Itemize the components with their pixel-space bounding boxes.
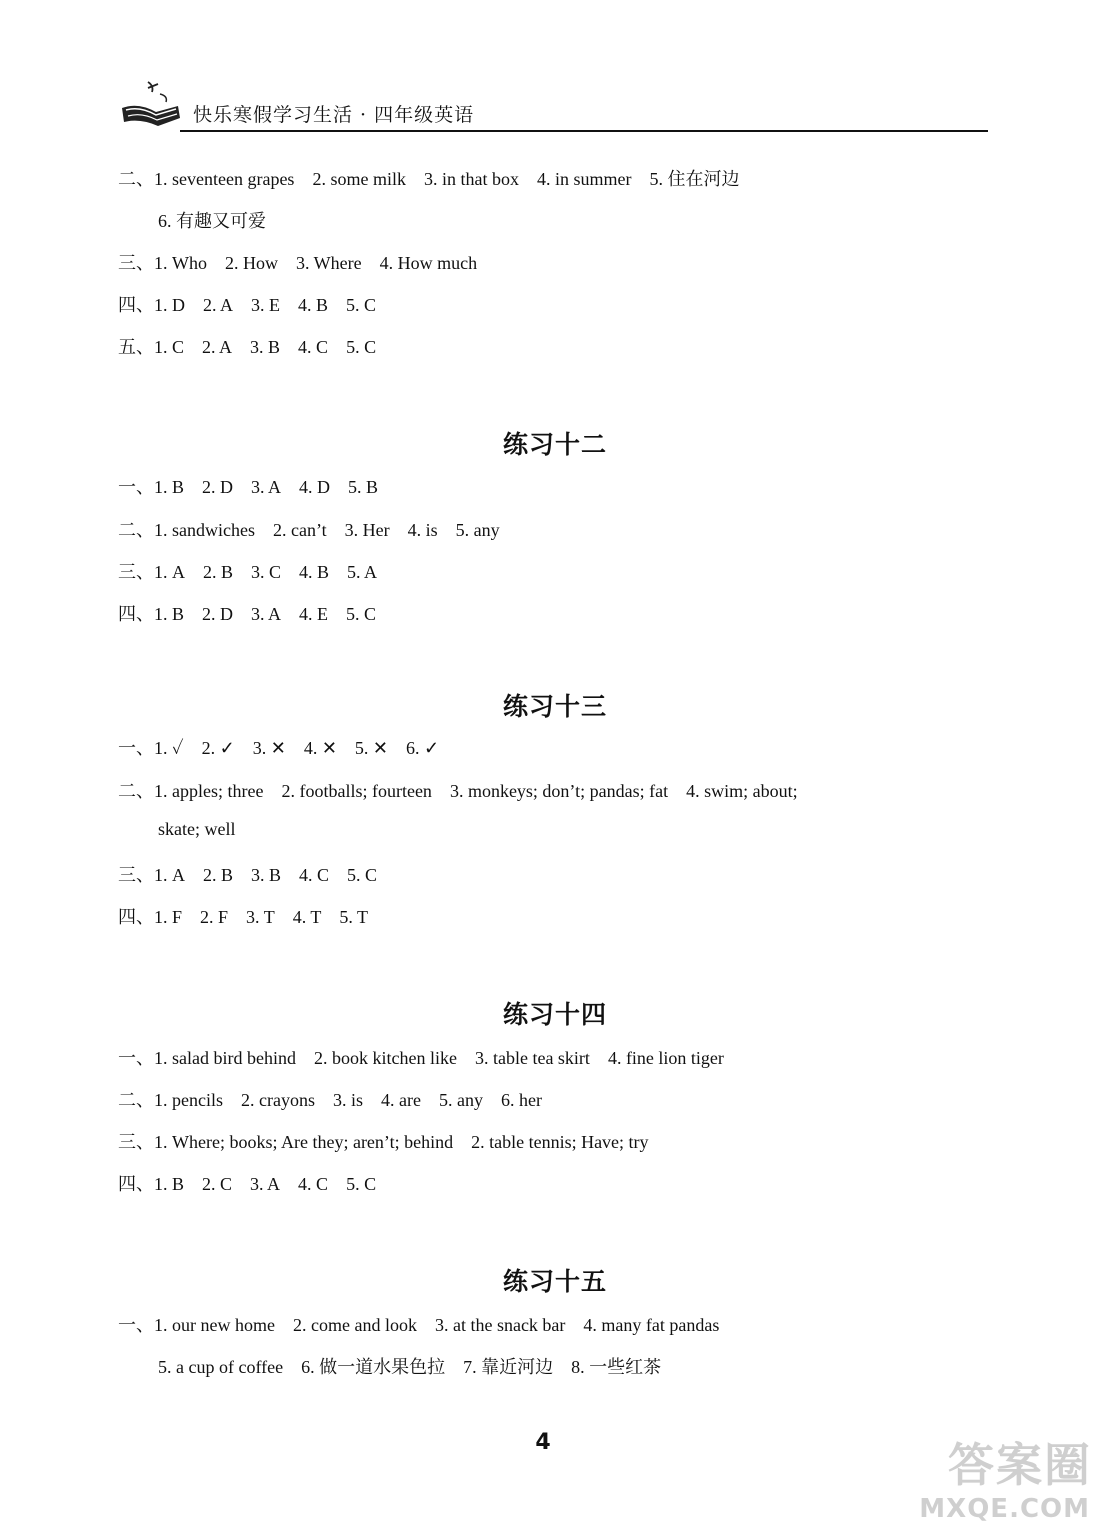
answer-item: 3. A xyxy=(251,604,282,624)
answer-item: 4. C xyxy=(298,1174,329,1194)
answer-item: 5. any xyxy=(438,1090,483,1110)
answer-item: 4. fine lion tiger xyxy=(607,1048,724,1068)
answer-item: 4. E xyxy=(299,604,329,624)
question-label: 二、 xyxy=(118,169,154,189)
answer-item: 1. B xyxy=(154,477,185,497)
answer-item: 6. her xyxy=(500,1090,542,1110)
answer-item: 3. C xyxy=(251,562,282,582)
answer-item: 1. our new home xyxy=(154,1315,275,1335)
answer-item: 5. T xyxy=(339,907,369,927)
answer-item: 5. ✕ xyxy=(354,738,388,758)
answer-item: 4. many fat pandas xyxy=(583,1315,720,1335)
answer-item: 5. C xyxy=(346,604,377,624)
answer-item: 4. is xyxy=(407,520,438,540)
answer-item: 6. ✓ xyxy=(406,738,440,758)
question-label: 二、 xyxy=(118,1090,154,1110)
answer-item: 3. E xyxy=(251,295,281,315)
answer-item: 1. A xyxy=(154,865,185,885)
answer-item: 1. seventeen grapes xyxy=(154,169,295,189)
answer-item: 2. B xyxy=(203,865,234,885)
question-label: 三、 xyxy=(118,253,154,273)
question-label: 三、 xyxy=(118,1132,154,1152)
answer-item: 3. at the snack bar xyxy=(434,1315,566,1335)
answer-item: 5. 住在河边 xyxy=(649,169,740,189)
question-label: 三、 xyxy=(118,865,154,885)
answer-item: 4. How much xyxy=(379,253,478,273)
answer-item: 1. B xyxy=(154,604,185,624)
answer-line xyxy=(118,1170,394,1196)
answer-item: 2. ✓ xyxy=(201,738,235,758)
section-title: 练习十四 xyxy=(502,1000,607,1029)
answer-line xyxy=(118,903,386,929)
answer-line xyxy=(118,1086,560,1112)
answer-line xyxy=(118,516,518,542)
answer-line xyxy=(118,249,495,275)
answer-item: 2. D xyxy=(202,477,234,497)
question-label: 四、 xyxy=(118,295,154,315)
answer-item: 4. B xyxy=(298,295,329,315)
answer-item: 1. pencils xyxy=(154,1090,223,1110)
watermark-url: MXQE.COM xyxy=(919,1494,1090,1524)
answer-item: 3. B xyxy=(251,865,282,885)
answer-line xyxy=(158,819,253,840)
question-label: 二、 xyxy=(118,781,154,801)
header-title: 快乐寒假学习生活 · 四年级英语 xyxy=(193,104,475,126)
answer-item: 2. some milk xyxy=(312,169,406,189)
answer-item: 4. are xyxy=(381,1090,421,1110)
answer-line xyxy=(118,861,395,887)
answer-line xyxy=(158,1353,679,1379)
page-header xyxy=(118,78,988,138)
answer-item: 5. C xyxy=(346,1174,377,1194)
answer-item: 1. C xyxy=(154,337,185,357)
answer-item: 4. in summer xyxy=(536,169,632,189)
answer-item: 1. Where; books; Are they; aren’t; behind xyxy=(154,1132,454,1152)
answer-item: 3. Where xyxy=(296,253,362,273)
answer-item: 2. can’t xyxy=(272,520,327,540)
answer-item: 1. salad bird behind xyxy=(154,1048,296,1068)
watermark-text: 答案圈 xyxy=(948,1438,1092,1492)
answer-line xyxy=(118,600,394,626)
answer-item: 2. B xyxy=(203,562,234,582)
answer-item: 1. ✓ xyxy=(154,738,184,758)
answer-item: 2. How xyxy=(225,253,278,273)
answer-item: 5. A xyxy=(347,562,378,582)
answer-item: 3. table tea skirt xyxy=(474,1048,590,1068)
answer-line xyxy=(118,1311,737,1337)
answer-item: 3. monkeys; don’t; pandas; fat xyxy=(449,781,669,801)
answer-item: 4. D xyxy=(299,477,331,497)
answer-item: 3. T xyxy=(246,907,275,927)
answer-item: 2. F xyxy=(200,907,229,927)
answer-item: 5. B xyxy=(348,477,379,497)
answer-line xyxy=(118,1044,742,1070)
question-label: 一、 xyxy=(118,1048,154,1068)
section-title: 练习十五 xyxy=(502,1267,607,1296)
question-label: 四、 xyxy=(118,604,154,624)
question-label: 一、 xyxy=(118,1315,154,1335)
watermark xyxy=(917,1429,1092,1524)
answer-line xyxy=(118,734,457,760)
answer-item: 2. table tennis; Have; try xyxy=(471,1132,649,1152)
answer-line xyxy=(158,207,284,233)
answer-item: 2. C xyxy=(202,1174,233,1194)
answer-item: 3. is xyxy=(332,1090,363,1110)
answer-line xyxy=(118,558,395,584)
answer-item: 1. D xyxy=(154,295,185,315)
answer-line xyxy=(118,473,396,499)
answer-item: 4. B xyxy=(299,562,330,582)
answer-item: 3. in that box xyxy=(423,169,519,189)
answer-item: 4. C xyxy=(298,337,329,357)
answer-line xyxy=(118,777,816,803)
answer-item: 3. A xyxy=(251,477,282,497)
question-label: 二、 xyxy=(118,520,154,540)
section-title: 练习十三 xyxy=(502,692,607,721)
question-label: 三、 xyxy=(118,562,154,582)
answer-item: 1. Who xyxy=(154,253,207,273)
section-title: 练习十二 xyxy=(502,430,607,459)
answer-item: 4. C xyxy=(299,865,330,885)
answer-line xyxy=(118,333,394,359)
answer-item: 2. book kitchen like xyxy=(313,1048,457,1068)
answer-item: 2. crayons xyxy=(241,1090,315,1110)
answer-item: 6. 做一道水果色拉 xyxy=(301,1357,446,1377)
answer-item: 2. D xyxy=(202,604,234,624)
answer-item: 4. ✕ xyxy=(303,738,337,758)
book-logo-icon xyxy=(118,78,188,133)
question-label: 一、 xyxy=(118,738,154,758)
answer-item: 5. C xyxy=(346,337,377,357)
answer-item: 6. 有趣又可爱 xyxy=(158,211,266,231)
question-label: 一、 xyxy=(118,477,154,497)
answer-line xyxy=(118,291,394,317)
page-number: 4 xyxy=(535,1430,551,1455)
answer-item: 1. F xyxy=(154,907,183,927)
answer-item: 7. 靠近河边 xyxy=(463,1357,554,1377)
answer-item: 1. apples; three xyxy=(154,781,264,801)
answer-item: 1. A xyxy=(154,562,185,582)
answer-item: 8. 一些红茶 xyxy=(571,1357,662,1377)
answer-item: 3. ✕ xyxy=(252,738,286,758)
answer-line xyxy=(118,1128,667,1154)
answer-item: 3. Her xyxy=(344,520,390,540)
answer-item: 5. C xyxy=(346,295,377,315)
answer-item: 5. a cup of coffee xyxy=(158,1357,284,1377)
answer-item: 1. B xyxy=(154,1174,185,1194)
header-rule xyxy=(180,130,988,132)
answer-item: 3. A xyxy=(250,1174,281,1194)
answer-item: 2. A xyxy=(202,337,233,357)
question-label: 五、 xyxy=(118,337,154,357)
answer-item: 2. come and look xyxy=(292,1315,417,1335)
answer-item: skate; well xyxy=(158,819,236,839)
answer-item: 1. sandwiches xyxy=(154,520,255,540)
answer-item: 4. T xyxy=(292,907,322,927)
answer-item: 3. B xyxy=(250,337,281,357)
answer-item: 5. C xyxy=(347,865,378,885)
answer-item: 4. swim; about; xyxy=(686,781,798,801)
answer-item: 2. A xyxy=(203,295,234,315)
answer-item: 2. footballs; fourteen xyxy=(281,781,432,801)
answer-line xyxy=(118,165,757,191)
question-label: 四、 xyxy=(118,1174,154,1194)
question-label: 四、 xyxy=(118,907,154,927)
answer-item: 5. any xyxy=(455,520,500,540)
